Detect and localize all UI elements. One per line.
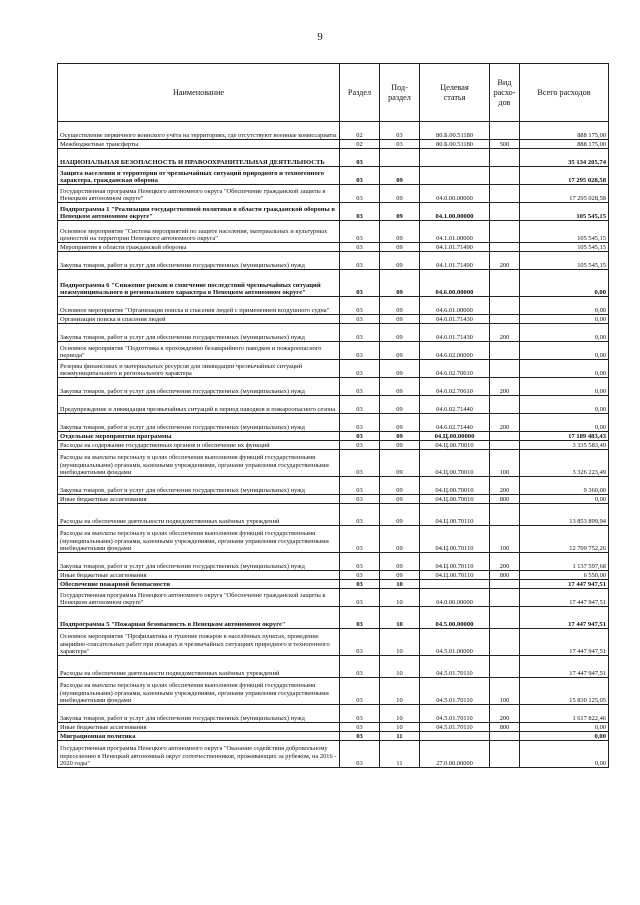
- cell-total: 105 545,15: [520, 203, 609, 221]
- cell-article: 04.1.01.71490: [420, 243, 490, 252]
- cell-total: 0,00: [520, 342, 609, 360]
- cell-total: 6 550,00: [520, 571, 609, 580]
- cell-subsection: 09: [380, 324, 420, 342]
- cell-article: 04.6.01.00000: [420, 297, 490, 315]
- cell-subsection: 10: [380, 656, 420, 678]
- cell-name: Закупка товаров, работ и услуг для обеспечения государственных (муниципальных) нужд: [58, 252, 340, 270]
- cell-total: 0,00: [520, 495, 609, 504]
- cell-expense-type: [490, 203, 520, 221]
- cell-name: Государственная программа Ненецкого автономного округа "Оказание содействия добровольному переселению в Ненецкий автономный округ соотечественников, проживающих за рубежом, на 2016 - 2020 годы": [58, 741, 340, 768]
- cell-total: 17 447 947,51: [520, 580, 609, 589]
- cell-article: 04.0.00.00000: [420, 589, 490, 607]
- cell-subsection: 09: [380, 504, 420, 526]
- cell-name: Подпрограмма 1 "Реализация государственной политики в области гражданской обороны в Ненецком автономном округе": [58, 203, 340, 221]
- cell-article: 04.Ц.00.70010: [420, 441, 490, 450]
- table-row: [58, 315, 609, 324]
- cell-expense-type: [490, 441, 520, 450]
- cell-article: 04.Ц.00.00000: [420, 432, 490, 441]
- cell-expense-type: [490, 221, 520, 243]
- cell-section: 03: [340, 315, 380, 324]
- cell-name: Закупка товаров, работ и услуг для обеспечения государственных (муниципальных) нужд: [58, 477, 340, 495]
- table-row: [58, 243, 609, 252]
- table-row: [58, 526, 609, 553]
- cell-expense-type: [490, 607, 520, 629]
- cell-expense-type: 200: [490, 252, 520, 270]
- cell-expense-type: [490, 122, 520, 140]
- cell-total: 17 447 947,51: [520, 589, 609, 607]
- cell-total: 0,00: [520, 378, 609, 396]
- cell-subsection: 09: [380, 432, 420, 441]
- cell-name: Межбюджетные трансферты: [58, 140, 340, 149]
- cell-name: Основное мероприятие "Профилактика и тушение пожаров в населённых пунктах, проведение аварийно-спасательных работ при пожарах и чрезвычайных ситуациях природного и техногенного характера": [58, 629, 340, 656]
- cell-total: 0,00: [520, 723, 609, 732]
- table-row: [58, 705, 609, 723]
- cell-name: Расходы на обеспечение деятельности подведомственных казённых учреждений: [58, 504, 340, 526]
- cell-expense-type: [490, 149, 520, 167]
- header-target-article: Целевая статья: [420, 64, 490, 122]
- cell-section: 03: [340, 414, 380, 432]
- cell-expense-type: [490, 504, 520, 526]
- cell-article: 04.6.00.00000: [420, 270, 490, 297]
- cell-subsection: 10: [380, 678, 420, 705]
- cell-subsection: 09: [380, 297, 420, 315]
- cell-expense-type: [490, 629, 520, 656]
- cell-name: Закупка товаров, работ и услуг для обеспечения государственных (муниципальных) нужд: [58, 705, 340, 723]
- cell-subsection: 09: [380, 441, 420, 450]
- cell-subsection: 03: [380, 122, 420, 140]
- table-row: [58, 553, 609, 571]
- table-row: [58, 504, 609, 526]
- cell-expense-type: [490, 432, 520, 441]
- table-row: [58, 589, 609, 607]
- cell-expense-type: 200: [490, 553, 520, 571]
- page-number: 9: [317, 31, 323, 43]
- cell-section: 03: [340, 477, 380, 495]
- cell-total: 3 326 223,49: [520, 450, 609, 477]
- cell-name: НАЦИОНАЛЬНАЯ БЕЗОПАСНОСТЬ И ПРАВООХРАНИТЕЛЬНАЯ ДЕЯТЕЛЬНОСТЬ: [58, 149, 340, 167]
- cell-section: 03: [340, 589, 380, 607]
- table-row: [58, 495, 609, 504]
- cell-subsection: 09: [380, 553, 420, 571]
- cell-article: 04.1.01.71490: [420, 252, 490, 270]
- cell-article: 04.5.01.00000: [420, 629, 490, 656]
- cell-section: 03: [340, 149, 380, 167]
- table-row: [58, 396, 609, 414]
- cell-section: 02: [340, 140, 380, 149]
- cell-subsection: 09: [380, 203, 420, 221]
- cell-section: 03: [340, 360, 380, 378]
- cell-expense-type: [490, 580, 520, 589]
- cell-name: Иные бюджетные ассигнования: [58, 571, 340, 580]
- cell-expense-type: [490, 315, 520, 324]
- cell-article: 04.5.01.70110: [420, 723, 490, 732]
- header-total: Всего расходов: [520, 64, 609, 122]
- cell-subsection: 10: [380, 629, 420, 656]
- cell-subsection: 10: [380, 580, 420, 589]
- cell-name: Закупка товаров, работ и услуг для обеспечения государственных (муниципальных) нужд: [58, 414, 340, 432]
- table-row: [58, 678, 609, 705]
- cell-total: 13 853 899,94: [520, 504, 609, 526]
- table-row: [58, 140, 609, 149]
- cell-subsection: 10: [380, 607, 420, 629]
- cell-subsection: 09: [380, 360, 420, 378]
- cell-total: 1 617 822,46: [520, 705, 609, 723]
- table-row: [58, 122, 609, 140]
- cell-total: 17 447 947,51: [520, 656, 609, 678]
- cell-subsection: 09: [380, 450, 420, 477]
- cell-expense-type: 100: [490, 526, 520, 553]
- table-row: [58, 571, 609, 580]
- table-row: [58, 252, 609, 270]
- table-row: [58, 580, 609, 589]
- cell-section: 02: [340, 122, 380, 140]
- cell-subsection: 09: [380, 378, 420, 396]
- cell-name: Защита населения и территории от чрезвычайных ситуаций природного и техногенного характера, гражданская оборона: [58, 167, 340, 185]
- table-row: [58, 167, 609, 185]
- cell-article: 04.1.00.00000: [420, 203, 490, 221]
- cell-expense-type: [490, 732, 520, 741]
- cell-expense-type: [490, 243, 520, 252]
- cell-name: Мероприятия в области гражданской обороны: [58, 243, 340, 252]
- cell-article: 04.6.02.70610: [420, 360, 490, 378]
- table-row: [58, 360, 609, 378]
- table-row: [58, 741, 609, 768]
- cell-section: 03: [340, 495, 380, 504]
- cell-total: 35 134 205,74: [520, 149, 609, 167]
- table-row: [58, 629, 609, 656]
- cell-section: 03: [340, 297, 380, 315]
- cell-total: 888 175,00: [520, 140, 609, 149]
- cell-subsection: 09: [380, 571, 420, 580]
- cell-expense-type: [490, 297, 520, 315]
- table-row: [58, 185, 609, 203]
- cell-section: 03: [340, 656, 380, 678]
- cell-section: 03: [340, 732, 380, 741]
- cell-expense-type: [490, 656, 520, 678]
- cell-name: Отдельные мероприятия программы: [58, 432, 340, 441]
- cell-section: 03: [340, 571, 380, 580]
- cell-name: Обеспечение пожарной безопасности: [58, 580, 340, 589]
- cell-subsection: 09: [380, 315, 420, 324]
- cell-section: 03: [340, 167, 380, 185]
- budget-table: [57, 63, 609, 768]
- cell-article: 04.5.00.00000: [420, 607, 490, 629]
- header-name: Наименование: [58, 64, 340, 122]
- table-header-row: [58, 64, 609, 122]
- cell-subsection: 10: [380, 589, 420, 607]
- cell-article: 04.Ц.00.70110: [420, 504, 490, 526]
- cell-article: 04.5.01.70110: [420, 705, 490, 723]
- cell-total: 0,00: [520, 297, 609, 315]
- cell-expense-type: [490, 741, 520, 768]
- cell-name: Закупка товаров, работ и услуг для обеспечения государственных (муниципальных) нужд: [58, 378, 340, 396]
- cell-section: 03: [340, 741, 380, 768]
- cell-expense-type: 100: [490, 678, 520, 705]
- table-body: [58, 122, 609, 768]
- table-row: [58, 656, 609, 678]
- cell-article: 04.Ц.00.70110: [420, 571, 490, 580]
- table-row: [58, 324, 609, 342]
- cell-article: [420, 732, 490, 741]
- cell-total: 15 830 125,05: [520, 678, 609, 705]
- cell-total: 105 545,15: [520, 252, 609, 270]
- cell-section: 03: [340, 324, 380, 342]
- cell-total: 0,00: [520, 732, 609, 741]
- cell-section: 03: [340, 441, 380, 450]
- cell-article: 04.6.02.70610: [420, 378, 490, 396]
- cell-total: 0,00: [520, 315, 609, 324]
- cell-subsection: 09: [380, 185, 420, 203]
- table-row: [58, 203, 609, 221]
- cell-name: Подпрограмма 5 "Пожарная безопасность в Ненецком автономном округе": [58, 607, 340, 629]
- cell-name: Закупка товаров, работ и услуг для обеспечения государственных (муниципальных) нужд: [58, 324, 340, 342]
- cell-total: 0,00: [520, 324, 609, 342]
- table-row: [58, 221, 609, 243]
- cell-name: Расходы на выплаты персоналу в целях обеспечения выполнения функций государственными (муниципальными) органами, казенными учреждениями, органами управления государственными внебюджетными фондами: [58, 678, 340, 705]
- cell-article: 04.6.02.71440: [420, 396, 490, 414]
- cell-section: 03: [340, 526, 380, 553]
- cell-article: 04.Ц.00.70010: [420, 450, 490, 477]
- cell-section: 03: [340, 553, 380, 571]
- cell-name: Расходы на содержание государственных органов и обеспечение их функций: [58, 441, 340, 450]
- cell-name: Осуществление первичного воинского учёта на территориях, где отсутствуют военные комиссариаты: [58, 122, 340, 140]
- cell-section: 03: [340, 252, 380, 270]
- cell-subsection: 09: [380, 252, 420, 270]
- cell-expense-type: [490, 342, 520, 360]
- header-subsection: Под- раздел: [380, 64, 420, 122]
- cell-article: 04.Ц.00.70110: [420, 526, 490, 553]
- cell-section: 03: [340, 396, 380, 414]
- cell-name: Организация поиска и спасения людей: [58, 315, 340, 324]
- cell-total: 17 447 947,51: [520, 629, 609, 656]
- cell-total: 0,00: [520, 360, 609, 378]
- cell-expense-type: [490, 185, 520, 203]
- cell-article: [420, 167, 490, 185]
- cell-expense-type: [490, 589, 520, 607]
- table-row: [58, 414, 609, 432]
- cell-total: 12 709 752,26: [520, 526, 609, 553]
- cell-subsection: 11: [380, 732, 420, 741]
- table-row: [58, 723, 609, 732]
- table-row: [58, 378, 609, 396]
- table-row: [58, 441, 609, 450]
- cell-subsection: 09: [380, 477, 420, 495]
- cell-name: Миграционная политика: [58, 732, 340, 741]
- cell-name: Закупка товаров, работ и услуг для обеспечения государственных (муниципальных) нужд: [58, 553, 340, 571]
- cell-article: 04.Ц.00.70010: [420, 495, 490, 504]
- cell-subsection: 03: [380, 140, 420, 149]
- cell-total: 0,00: [520, 270, 609, 297]
- cell-name: Иные бюджетные ассигнования: [58, 495, 340, 504]
- cell-total: 0,00: [520, 396, 609, 414]
- cell-total: 105 545,15: [520, 243, 609, 252]
- cell-article: [420, 149, 490, 167]
- header-expense-type: Вид расхо- дов: [490, 64, 520, 122]
- cell-subsection: 09: [380, 243, 420, 252]
- cell-total: 105 545,15: [520, 221, 609, 243]
- cell-expense-type: 800: [490, 571, 520, 580]
- cell-expense-type: 200: [490, 378, 520, 396]
- cell-article: 04.6.02.00000: [420, 342, 490, 360]
- table-row: [58, 450, 609, 477]
- cell-article: 04.Ц.00.70110: [420, 553, 490, 571]
- cell-section: 03: [340, 580, 380, 589]
- cell-expense-type: [490, 360, 520, 378]
- cell-section: 03: [340, 607, 380, 629]
- cell-section: 03: [340, 432, 380, 441]
- table-row: [58, 477, 609, 495]
- table-row: [58, 297, 609, 315]
- cell-article: 04.5.01.70110: [420, 678, 490, 705]
- cell-expense-type: 500: [490, 140, 520, 149]
- cell-name: Предупреждение и ликвидация чрезвычайных ситуаций в период паводков и пожароопасного сезона: [58, 396, 340, 414]
- cell-article: [420, 580, 490, 589]
- cell-total: 17 447 947,51: [520, 607, 609, 629]
- cell-expense-type: 200: [490, 324, 520, 342]
- cell-article: 27.0.00.00000: [420, 741, 490, 768]
- cell-subsection: 09: [380, 396, 420, 414]
- cell-subsection: [380, 149, 420, 167]
- cell-subsection: 09: [380, 414, 420, 432]
- cell-expense-type: [490, 270, 520, 297]
- cell-section: 03: [340, 342, 380, 360]
- cell-section: 03: [340, 185, 380, 203]
- cell-name: Подпрограмма 6 "Снижение рисков и смягчение последствий чрезвычайных ситуаций межмуниципального и регионального характера в Ненецком автономном округе": [58, 270, 340, 297]
- cell-subsection: 09: [380, 526, 420, 553]
- cell-total: 17 189 483,43: [520, 432, 609, 441]
- cell-section: 03: [340, 504, 380, 526]
- cell-name: Иные бюджетные ассигнования: [58, 723, 340, 732]
- cell-name: Резервы финансовых и материальных ресурсов для ликвидации чрезвычайных ситуаций межмуниципального и регионального характера: [58, 360, 340, 378]
- cell-name: Основное мероприятие "Система мероприятий по защите населения, материальных и культурных ценностей на территории Ненецкого автономного округа": [58, 221, 340, 243]
- cell-expense-type: 800: [490, 495, 520, 504]
- table-row: [58, 270, 609, 297]
- cell-expense-type: 800: [490, 723, 520, 732]
- cell-total: 3 335 583,49: [520, 441, 609, 450]
- cell-expense-type: [490, 167, 520, 185]
- cell-subsection: 09: [380, 221, 420, 243]
- cell-section: 03: [340, 378, 380, 396]
- cell-total: 17 295 028,58: [520, 167, 609, 185]
- cell-name: Расходы на выплаты персоналу в целях обеспечения выполнения функций государственными (муниципальными) органами, казенными учреждениями, органами управления государственными внебюджетными фондами: [58, 450, 340, 477]
- cell-name: Основное мероприятие "Подготовка к прохождению безаварийного паводков и пожароопасного периода": [58, 342, 340, 360]
- cell-name: Основное мероприятие "Организация поиска и спасения людей с применением воздушного судна": [58, 297, 340, 315]
- cell-section: 03: [340, 678, 380, 705]
- cell-total: 888 175,00: [520, 122, 609, 140]
- cell-subsection: 11: [380, 741, 420, 768]
- cell-subsection: 09: [380, 342, 420, 360]
- cell-section: 03: [340, 221, 380, 243]
- cell-section: 03: [340, 270, 380, 297]
- cell-name: Расходы на выплаты персоналу в целях обеспечения выполнения функций государственными (муниципальными) органами, казенными учреждениями, органами управления государственными внебюджетными фондами: [58, 526, 340, 553]
- cell-section: 03: [340, 450, 380, 477]
- cell-article: 04.6.02.71440: [420, 414, 490, 432]
- cell-total: 0,00: [520, 741, 609, 768]
- cell-article: 80.Б.00.51180: [420, 122, 490, 140]
- cell-expense-type: 100: [490, 450, 520, 477]
- cell-subsection: 10: [380, 723, 420, 732]
- cell-subsection: 09: [380, 495, 420, 504]
- table-row: [58, 342, 609, 360]
- header-section: Раздел: [340, 64, 380, 122]
- cell-total: 17 295 028,58: [520, 185, 609, 203]
- cell-expense-type: [490, 396, 520, 414]
- cell-subsection: 10: [380, 705, 420, 723]
- cell-subsection: 09: [380, 270, 420, 297]
- cell-total: 1 137 597,68: [520, 553, 609, 571]
- cell-article: 04.6.01.71430: [420, 315, 490, 324]
- cell-name: Расходы на обеспечение деятельности подведомственных казённых учреждений: [58, 656, 340, 678]
- cell-expense-type: 200: [490, 477, 520, 495]
- cell-section: 03: [340, 243, 380, 252]
- cell-article: 04.5.01.70110: [420, 656, 490, 678]
- cell-article: 80.Б.00.51180: [420, 140, 490, 149]
- cell-article: 04.0.00.00000: [420, 185, 490, 203]
- cell-section: 03: [340, 203, 380, 221]
- cell-name: Государственная программа Ненецкого автономного округа "Обеспечение гражданской защиты в Ненецком автономном округе": [58, 589, 340, 607]
- cell-section: 03: [340, 705, 380, 723]
- table-row: [58, 432, 609, 441]
- cell-section: 03: [340, 723, 380, 732]
- cell-article: 04.6.01.71430: [420, 324, 490, 342]
- cell-section: 03: [340, 629, 380, 656]
- table-row: [58, 149, 609, 167]
- cell-article: 04.1.01.00000: [420, 221, 490, 243]
- cell-subsection: 09: [380, 167, 420, 185]
- table-row: [58, 607, 609, 629]
- cell-expense-type: 200: [490, 705, 520, 723]
- cell-name: Государственная программа Ненецкого автономного округа "Обеспечение гражданской защиты в Ненецком автономном округе": [58, 185, 340, 203]
- cell-total: 0,00: [520, 414, 609, 432]
- table-row: [58, 732, 609, 741]
- cell-article: 04.Ц.00.70010: [420, 477, 490, 495]
- cell-expense-type: 200: [490, 414, 520, 432]
- cell-total: 9 360,00: [520, 477, 609, 495]
